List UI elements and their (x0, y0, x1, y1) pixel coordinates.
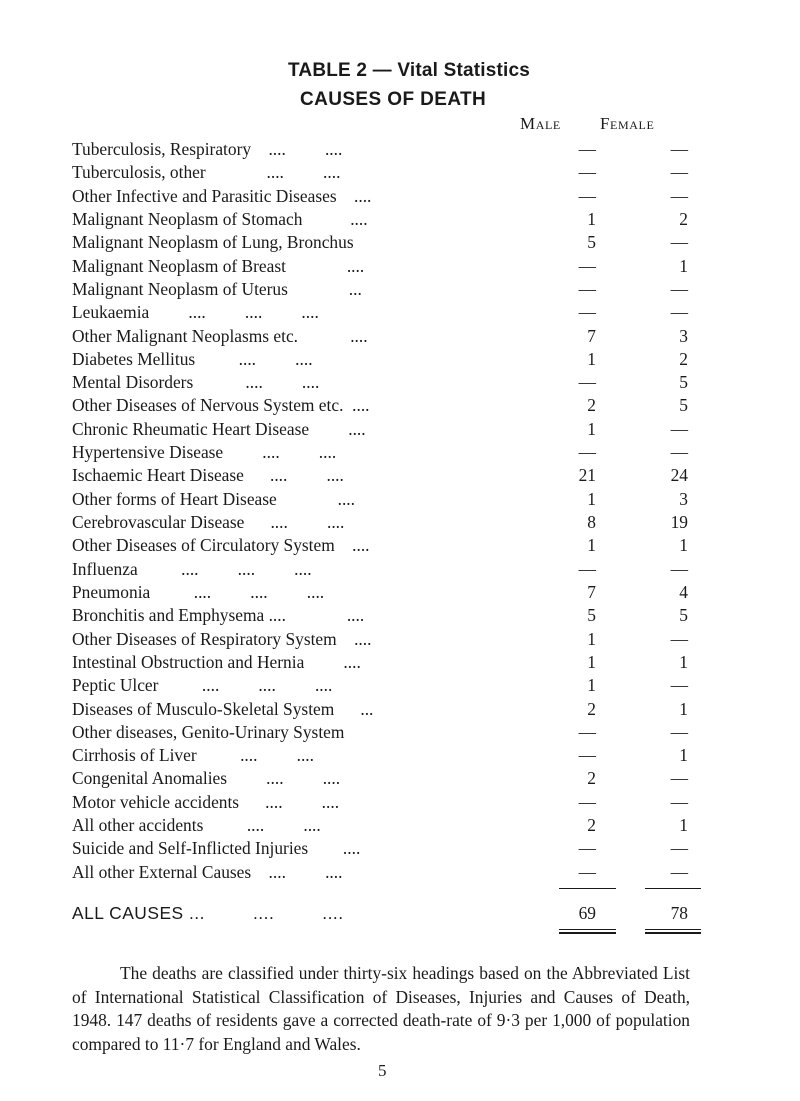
male-count: 7 (587, 581, 596, 602)
female-count: 1 (679, 745, 688, 766)
female-count: — (670, 232, 688, 253)
male-count: — (578, 861, 596, 882)
cause-label: Other Malignant Neoplasms etc. .... (72, 325, 368, 346)
table-row (72, 721, 692, 744)
male-count: — (578, 442, 596, 463)
table-row (72, 394, 692, 417)
male-count: — (578, 255, 596, 276)
cause-label: Malignant Neoplasm of Stomach .... (72, 208, 368, 229)
cause-label: Tuberculosis, Respiratory .... .... (72, 139, 343, 159)
female-count: 5 (679, 605, 688, 626)
female-count: 1 (679, 535, 688, 556)
total-male: 69 (578, 903, 596, 923)
table-row (72, 208, 692, 231)
male-count: 2 (587, 815, 596, 836)
table-row (72, 744, 692, 767)
cause-label: Cirrhosis of Liver .... .... (72, 745, 314, 766)
male-count: 8 (587, 512, 596, 532)
male-count: — (578, 302, 596, 323)
male-count: 5 (587, 232, 596, 253)
female-count: — (670, 628, 688, 649)
cause-label: Diseases of Musculo-Skeletal System ... (72, 698, 374, 719)
cause-label: Cerebrovascular Disease .... .... (72, 512, 345, 532)
table-row (72, 674, 692, 697)
male-total-rule-top (559, 888, 616, 889)
cause-label: Other Diseases of Respiratory System .... (72, 628, 372, 649)
male-count: 2 (587, 698, 596, 719)
classification-note: The deaths are classified under thirty-six headings based on the Abbreviated List of International Statistical Classification of Diseases, Injuries and Causes of Death, 1948. 147 deaths of residents gave a corrected death-rate of 9·3 per 1,000 of population compared to 11·7 for England and Wales. (72, 963, 690, 1054)
table-row (72, 558, 692, 581)
table-title: TABLE 2 — Vital Statistics (288, 60, 531, 81)
female-count: — (670, 442, 688, 463)
male-count: 1 (587, 651, 596, 672)
cause-label: Other Diseases of Nervous System etc. .... (72, 395, 370, 416)
male-count: 2 (587, 395, 596, 416)
cause-label: Ischaemic Heart Disease .... .... (72, 465, 344, 486)
table-row (72, 231, 692, 254)
female-count: — (670, 861, 688, 882)
female-count: — (670, 162, 688, 183)
female-count: — (670, 418, 688, 439)
male-count: 5 (587, 605, 596, 626)
table-row (72, 418, 692, 441)
female-count: — (670, 791, 688, 812)
male-count: — (578, 745, 596, 766)
female-count: 19 (670, 512, 688, 532)
male-count: — (578, 185, 596, 206)
cause-label: Influenza .... .... .... (72, 558, 312, 579)
table-row (72, 837, 692, 860)
cause-label: Intestinal Obstruction and Hernia .... (72, 651, 361, 672)
cause-label: Congenital Anomalies .... .... (72, 768, 341, 789)
male-count: 7 (587, 325, 596, 346)
cause-label: Diabetes Mellitus .... .... (72, 348, 313, 369)
female-count: — (670, 675, 688, 696)
male-count: 2 (587, 768, 596, 789)
table-row (72, 255, 692, 278)
male-count: 1 (587, 348, 596, 369)
table-subtitle: CAUSES OF DEATH (300, 89, 487, 110)
female-count: 1 (679, 255, 688, 276)
male-count: 1 (587, 535, 596, 556)
table-row (72, 767, 692, 790)
table-row (72, 814, 692, 837)
cause-label: Other diseases, Genito-Urinary System (72, 721, 345, 742)
table-row (72, 185, 692, 208)
male-count: — (578, 278, 596, 299)
female-count: 1 (679, 651, 688, 672)
female-count: 4 (679, 581, 688, 602)
cause-label: Bronchitis and Emphysema .... .... (72, 605, 365, 626)
table-row (72, 861, 692, 884)
page-number: 5 (378, 1061, 387, 1080)
male-count: — (578, 139, 596, 159)
female-count: 1 (679, 815, 688, 836)
female-count: — (670, 768, 688, 789)
total-row (72, 901, 692, 925)
table-row (72, 698, 692, 721)
female-total-rule-bottom-2 (645, 932, 701, 934)
table-row (72, 791, 692, 814)
male-count: — (578, 372, 596, 393)
cause-label: All other External Causes .... .... (72, 861, 343, 882)
female-count: — (670, 278, 688, 299)
cause-label: Hypertensive Disease .... .... (72, 442, 337, 463)
female-count: — (670, 139, 688, 159)
table-row (72, 371, 692, 394)
cause-label: Pneumonia .... .... .... (72, 581, 325, 602)
female-count: — (670, 838, 688, 859)
table-row (72, 278, 692, 301)
cause-label: Malignant Neoplasm of Uterus ... (72, 278, 362, 299)
cause-label: Motor vehicle accidents .... .... (72, 791, 340, 812)
total-female: 78 (670, 903, 688, 923)
male-count: 1 (587, 628, 596, 649)
female-count: — (670, 721, 688, 742)
female-count: 3 (679, 325, 688, 346)
table-row (72, 581, 692, 604)
cause-label: Malignant Neoplasm of Lung, Bronchus (72, 232, 354, 253)
column-header-male: Male (520, 114, 561, 133)
table-row (72, 348, 692, 371)
female-total-rule-top (645, 888, 701, 889)
table-row (72, 511, 692, 534)
female-total-rule-bottom-1 (645, 929, 701, 930)
table-row (72, 161, 692, 184)
cause-label: Peptic Ulcer .... .... .... (72, 675, 333, 696)
table-row (72, 628, 692, 651)
table-row (72, 441, 692, 464)
female-count: 5 (679, 372, 688, 393)
female-count: 2 (679, 348, 688, 369)
female-count: 3 (679, 488, 688, 509)
male-total-rule-bottom-2 (559, 932, 616, 934)
table-row (72, 534, 692, 557)
causes-table-body (72, 138, 692, 884)
table-row (72, 301, 692, 324)
male-count: 1 (587, 418, 596, 439)
cause-label: Other Infective and Parasitic Diseases .... (72, 185, 372, 206)
table-row (72, 604, 692, 627)
table-row (72, 651, 692, 674)
cause-label: Other forms of Heart Disease .... (72, 488, 356, 509)
male-count: 21 (578, 465, 596, 486)
male-total-rule-bottom-1 (559, 929, 616, 930)
female-count: 2 (679, 208, 688, 229)
cause-label: Mental Disorders .... .... (72, 372, 320, 393)
table-row (72, 488, 692, 511)
cause-label: Suicide and Self-Inflicted Injuries .... (72, 838, 361, 859)
female-count: 24 (670, 465, 688, 486)
table-row (72, 325, 692, 348)
male-count: 1 (587, 675, 596, 696)
male-count: — (578, 791, 596, 812)
male-count: — (578, 838, 596, 859)
male-count: — (578, 721, 596, 742)
cause-label: Other Diseases of Circulatory System .... (72, 535, 370, 556)
female-count: — (670, 302, 688, 323)
cause-label: Tuberculosis, other .... .... (72, 162, 341, 183)
cause-label: All other accidents .... .... (72, 815, 321, 836)
table-row (72, 138, 692, 161)
female-count: 1 (679, 698, 688, 719)
female-count: — (670, 558, 688, 579)
female-count: — (670, 185, 688, 206)
cause-label: Malignant Neoplasm of Breast .... (72, 255, 365, 276)
column-header-female: Female (600, 114, 655, 133)
table-row (72, 464, 692, 487)
cause-label: Leukaemia .... .... .... (72, 302, 319, 323)
male-count: 1 (587, 208, 596, 229)
male-count: — (578, 558, 596, 579)
total-label: ALL CAUSES ... .... .... (72, 903, 344, 923)
female-count: 5 (679, 395, 688, 416)
male-count: — (578, 162, 596, 183)
cause-label: Chronic Rheumatic Heart Disease .... (72, 418, 366, 439)
male-count: 1 (587, 488, 596, 509)
